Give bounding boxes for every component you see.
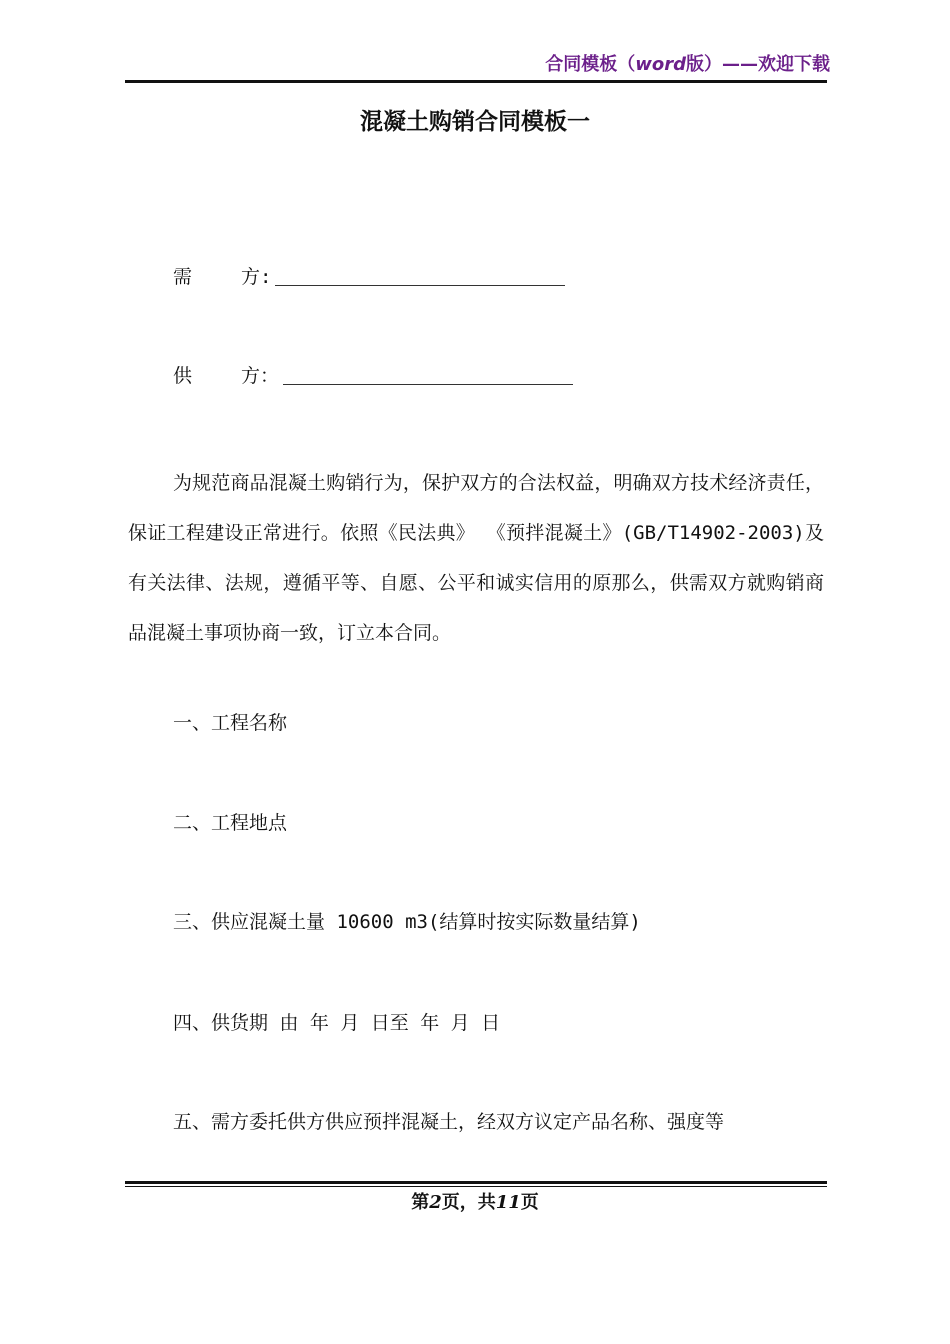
seller-label: 供	[173, 365, 193, 387]
clause-supply-quantity: 三、供应混凝土量 10600 m3(结算时按实际数量结算)	[173, 911, 641, 933]
page-indicator	[0, 1188, 950, 1214]
intro-paragraph: 为规范商品混凝土购销行为，保护双方的合法权益，明确双方技术经济责任，保证工程建设正常进行。依照《民法典》 《预拌混凝土》(GB/T14902-2003)及有关法律、法规，遵循平等、自愿、公平和诚实信用的原那么，供需双方就购销商品混凝土事项协商一致，订立本合同。	[128, 472, 824, 644]
footer-mid: 页，共	[441, 1192, 496, 1213]
seller-colon: 方：	[241, 365, 280, 387]
footer-rule-thin	[125, 1186, 827, 1187]
clause-supply-period: 四、供货期 由 年 月 日至 年 月 日	[173, 1012, 501, 1034]
header-banner	[545, 50, 830, 76]
clause-product-spec: 五、需方委托供方供应预拌混凝土，经双方议定产品名称、强度等	[173, 1111, 725, 1133]
footer-pre: 第	[411, 1192, 430, 1213]
seller-blank-field[interactable]	[283, 366, 573, 385]
header-prefix: 合同模板（	[545, 54, 636, 75]
seller-party-line	[173, 361, 573, 388]
current-page-number: 2	[429, 1192, 442, 1213]
header-rule	[125, 80, 827, 83]
footer-post: 页	[520, 1192, 539, 1213]
buyer-colon: 方:	[241, 266, 272, 288]
document-title: 混凝土购销合同模板一	[360, 108, 590, 135]
clause-project-name: 一、工程名称	[173, 712, 288, 734]
header-suffix: 版）——欢迎下载	[686, 54, 830, 75]
total-page-count: 11	[495, 1192, 521, 1213]
buyer-party-line	[173, 262, 565, 289]
buyer-blank-field[interactable]	[275, 267, 565, 286]
footer-rule-thick	[125, 1181, 827, 1184]
buyer-label: 需	[173, 266, 193, 288]
clause-project-location: 二、工程地点	[173, 812, 288, 834]
header-word: word	[635, 54, 686, 75]
